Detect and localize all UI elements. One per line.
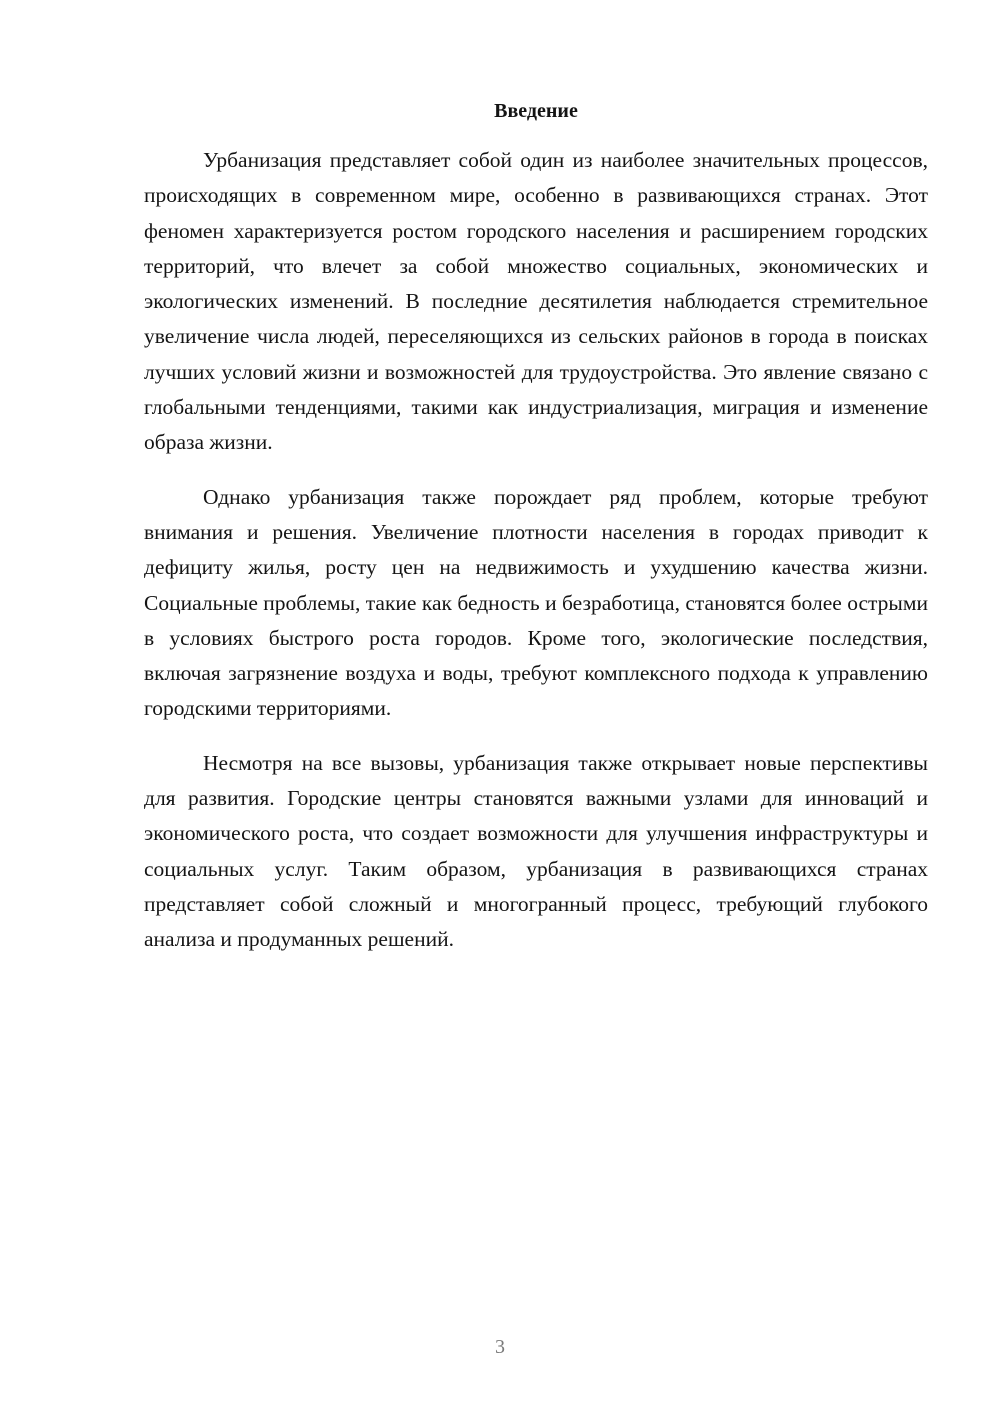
paragraph-3: Несмотря на все вызовы, урбанизация также открывает новые перспективы для развития. Городские центры становятся важными узлами для инноваций и экономического роста, что создает возможности для улучшения инфраструктуры и социальных услуг. Таким образом, урбанизация в развивающихся странах представляет собой сложный и многогранный процесс, требующий глубокого анализа и продуманных решений. [144, 750, 928, 952]
paragraph-2: Однако урбанизация также порождает ряд проблем, которые требуют внимания и решения. Увеличение плотности населения в городах приводит к дефициту жилья, росту цен на недвижимость и ухудшению качества жизни. Социальные проблемы, такие как бедность и безработица, становятся более острыми в условиях быстрого роста городов. Кроме того, экологические последствия, включая загрязнение воздуха и воды, требуют комплексного подхода к управлению городскими территориями. [144, 484, 928, 721]
section-heading: Введение [494, 100, 578, 122]
paragraph-1: Урбанизация представляет собой один из наиболее значительных процессов, происходящих в современном мире, особенно в развивающихся странах. Этот феномен характеризуется ростом городского населения и расширением городских территорий, что влечет за собой множество социальных, экономических и экологических изменений. В последние десятилетия наблюдается стремительное увеличение числа людей, переселяющихся из сельских районов в города в поисках лучших условий жизни и возможностей для трудоустройства. Это явление связано с глобальными тенденциями, такими как индустриализация, миграция и изменение образа жизни. [144, 148, 928, 455]
body-text [144, 143, 928, 977]
page-number: 3 [495, 1336, 505, 1358]
